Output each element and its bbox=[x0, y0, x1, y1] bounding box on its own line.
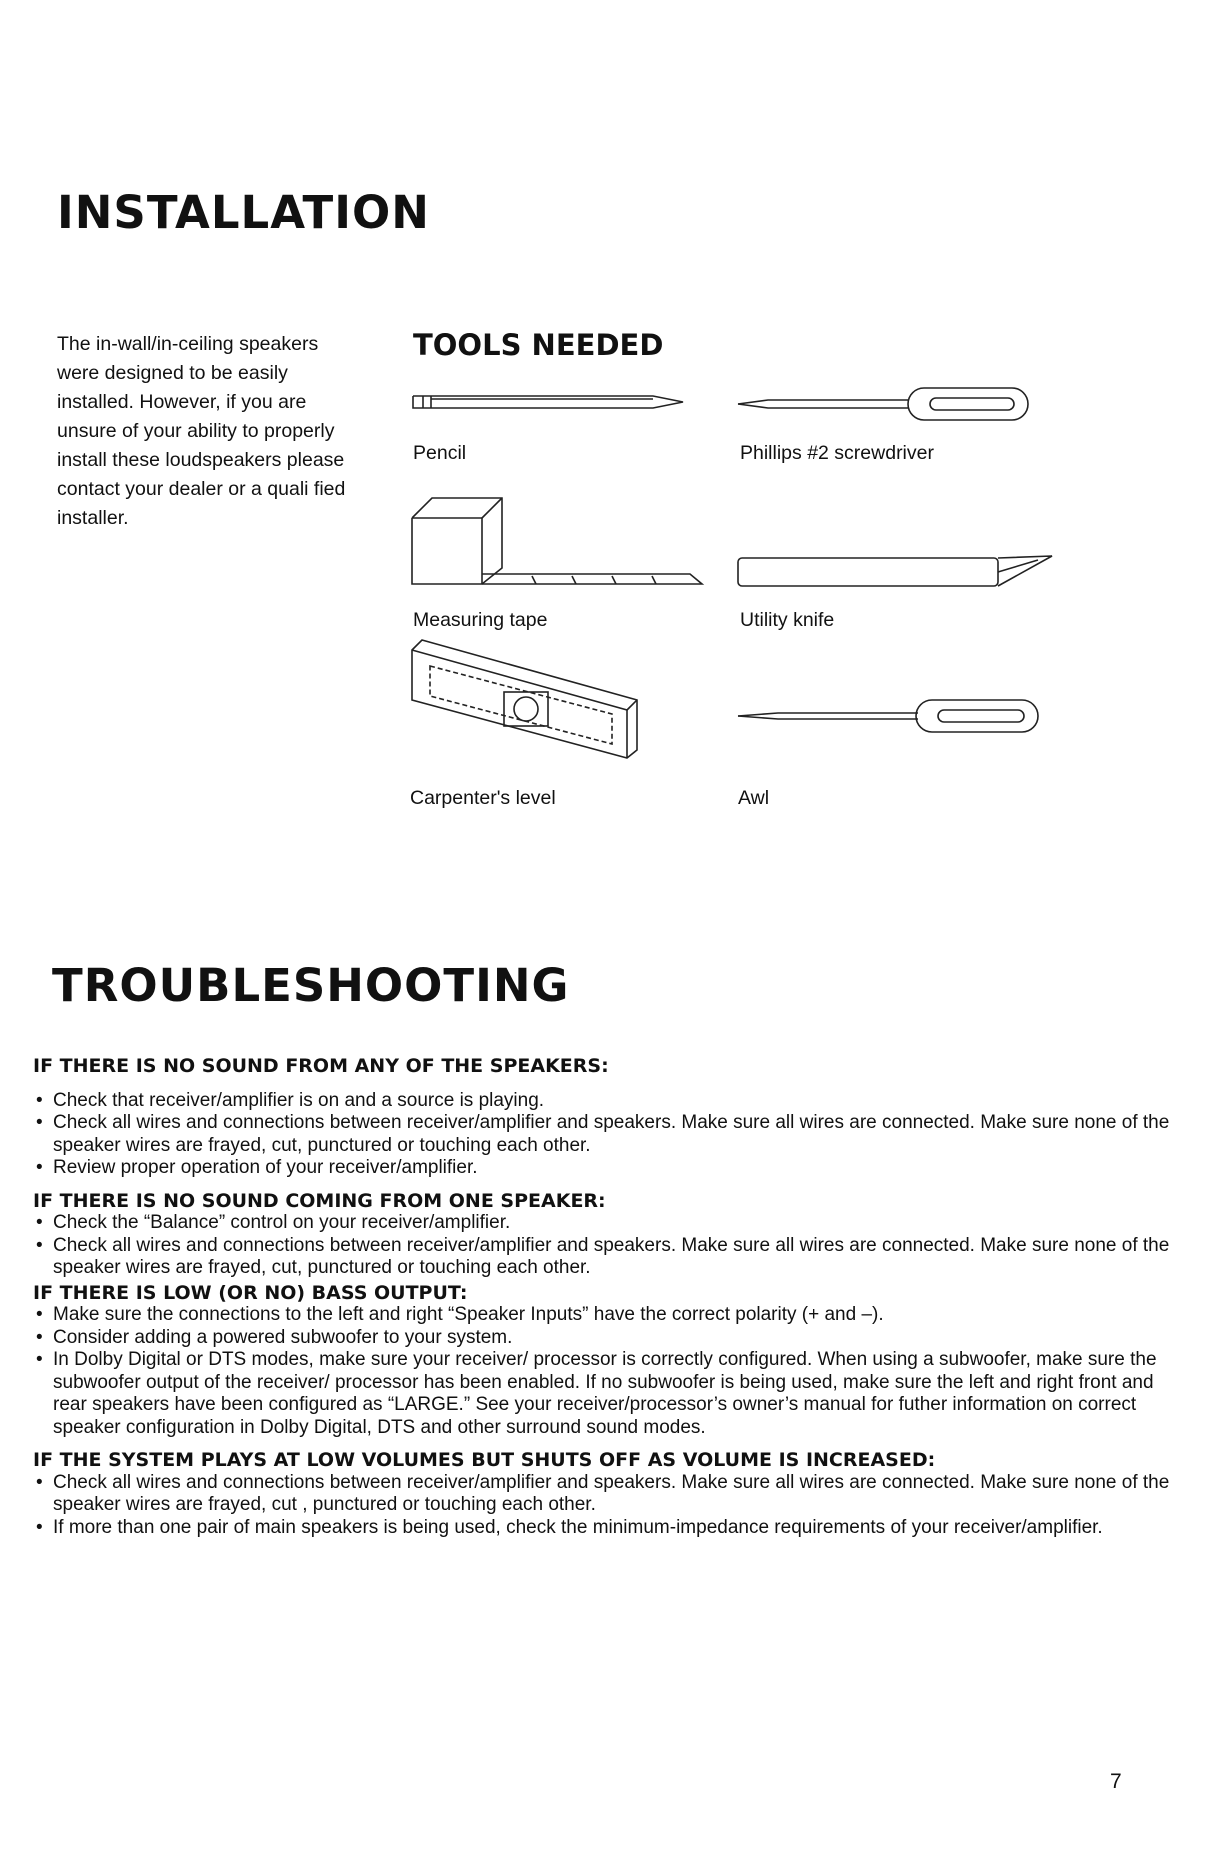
troubleshooting-title: TROUBLESHOOTING bbox=[52, 959, 570, 1012]
installation-title: INSTALLATION bbox=[57, 186, 430, 239]
measuring-tape-icon bbox=[412, 498, 702, 588]
list-item: • Check the “Balance” control on your receiver/amplifier. bbox=[33, 1212, 1183, 1235]
list-item: • Check all wires and connections between receiver/amplifier and speakers. Make sure all wires are connected. Make sure none of the speaker wires are frayed, cut , punctured or touching each other. bbox=[33, 1472, 1183, 1517]
list-item: • If more than one pair of main speakers is being used, check the minimum-impedance requirements of your receiver/amplifier. bbox=[33, 1517, 1183, 1540]
list-item: • In Dolby Digital or DTS modes, make sure your receiver/ processor is correctly configured. When using a subwoofer, make sure the subwoofer output of the receiver/ processor has been enabled. If no subwoofer is being used, make sure the left and right front and rear speakers have been configured as “LARGE.” See your receiver/processor’s owner’s manual for futher information on correct speaker configuration in Dolby Digital, DTS and other surround sound modes. bbox=[33, 1349, 1183, 1439]
list-item: • Review proper operation of your receiver/amplifier. bbox=[33, 1157, 1183, 1180]
tool-label-screwdriver: Phillips #2 screwdriver bbox=[740, 442, 934, 464]
list-item: • Check that receiver/amplifier is on and a source is playing. bbox=[33, 1090, 1183, 1113]
carpenters-level-icon bbox=[412, 640, 642, 760]
list-item: • Consider adding a powered subwoofer to your system. bbox=[33, 1327, 1183, 1350]
troubleshooting-section bbox=[33, 1282, 1183, 1440]
pencil-icon bbox=[413, 392, 693, 412]
section-heading: IF THERE IS NO SOUND COMING FROM ONE SPEAKER: bbox=[33, 1189, 606, 1212]
utility-knife-icon bbox=[738, 548, 1058, 588]
troubleshooting-section bbox=[33, 1449, 1183, 1539]
list-item: • Check all wires and connections between receiver/amplifier and speakers. Make sure all wires are connected. Make sure none of the speaker wires are frayed, cut, punctured or touching each other. bbox=[33, 1235, 1183, 1280]
section-heading: IF THE SYSTEM PLAYS AT LOW VOLUMES BUT SHUTS OFF AS VOLUME IS INCREASED: bbox=[33, 1449, 936, 1471]
tool-label-carpenters-level: Carpenter's level bbox=[410, 787, 556, 809]
section-heading: IF THERE IS NO SOUND FROM ANY OF THE SPEAKERS: bbox=[33, 1055, 609, 1077]
tools-title: TOOLS NEEDED bbox=[413, 328, 664, 362]
tool-label-utility-knife: Utility knife bbox=[740, 609, 835, 631]
list-item: • Check all wires and connections between receiver/amplifier and speakers. Make sure all wires are connected. Make sure none of the speaker wires are frayed, cut, punctured or touching each other. bbox=[33, 1112, 1183, 1157]
tool-label-measuring-tape: Measuring tape bbox=[413, 609, 548, 631]
tool-label-awl: Awl bbox=[738, 787, 770, 809]
troubleshooting-section bbox=[33, 1055, 1183, 1180]
tool-label-pencil: Pencil bbox=[413, 442, 467, 464]
screwdriver-icon bbox=[738, 382, 1038, 426]
troubleshooting-body bbox=[33, 1055, 1183, 1539]
list-item: • Make sure the connections to the left and right “Speaker Inputs” have the correct polarity (+ and –). bbox=[33, 1304, 1183, 1327]
section-heading: IF THERE IS LOW (OR NO) BASS OUTPUT: bbox=[33, 1281, 468, 1304]
page-number: 7 bbox=[1110, 1770, 1122, 1793]
installation-intro: The in-wall/in-ceiling speakers were designed to be easily installed. However, if you are unsure of your ability to properly install these loudspeakers please contact your dealer or a quali fied installer. bbox=[57, 333, 346, 529]
awl-icon bbox=[738, 694, 1048, 738]
troubleshooting-section bbox=[33, 1190, 1183, 1280]
